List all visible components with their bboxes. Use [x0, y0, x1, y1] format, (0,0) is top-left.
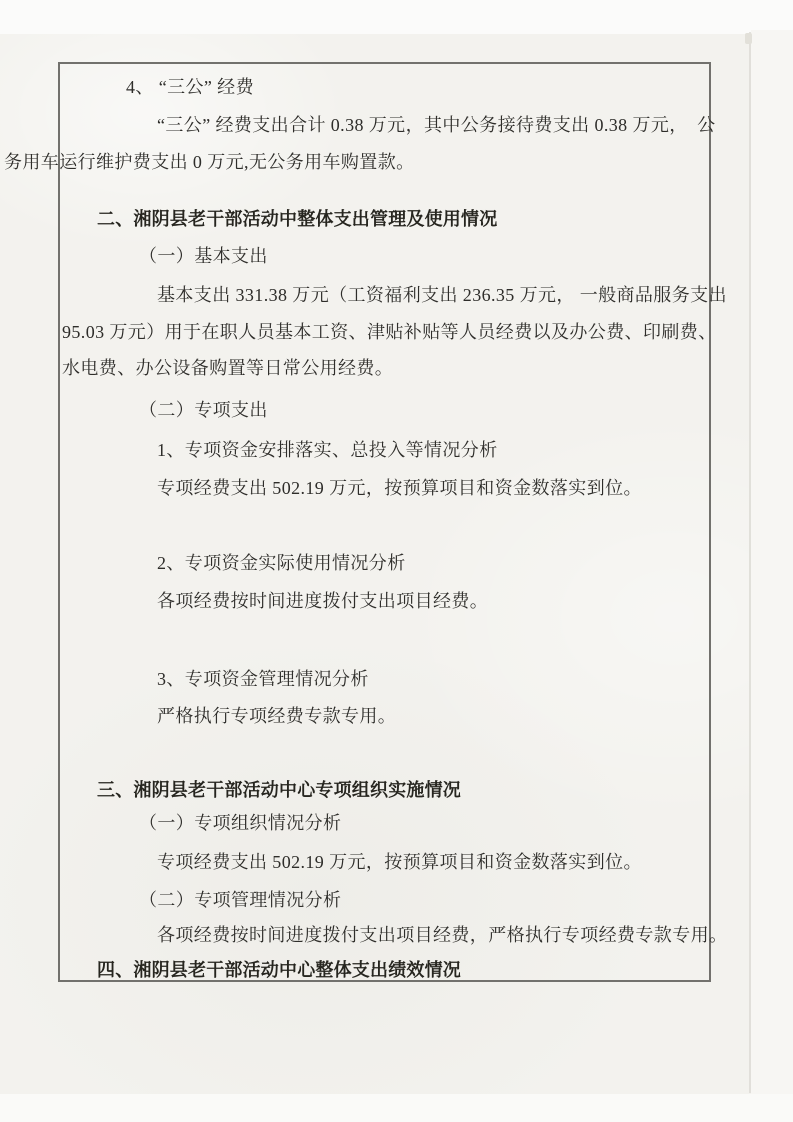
scan-edge-shadow	[749, 32, 751, 1093]
special-item-2-title: 2、专项资金实际使用情况分析	[157, 553, 406, 573]
sangong-paragraph-line-2: 务用车运行维护费支出 0 万元,无公务用车购置款。	[4, 152, 415, 172]
special-item-3-text: 严格执行专项经费专款专用。	[157, 706, 397, 726]
basic-expenditure-line-2: 95.03 万元）用于在职人员基本工资、津贴补贴等人员经费以及办公费、印刷费、	[62, 322, 717, 342]
special-item-3-title: 3、专项资金管理情况分析	[157, 669, 369, 689]
mgmt-analysis-text: 各项经费按时间进度拨付支出项目经费，严格执行专项经费专款专用。	[157, 925, 728, 945]
page-right-margin	[751, 30, 793, 1094]
page-top-margin	[0, 0, 793, 34]
section-3-heading: 三、湘阴县老干部活动中心专项组织实施情况	[97, 780, 461, 800]
sub-2-special-expenditure-heading: （二）专项支出	[139, 400, 268, 420]
section-4-heading: 四、湘阴县老干部活动中心整体支出绩效情况	[97, 960, 461, 980]
section-2-heading: 二、湘阴县老干部活动中整体支出管理及使用情况	[97, 209, 498, 229]
special-item-2-text: 各项经费按时间进度拨付支出项目经费。	[157, 591, 489, 611]
page-bottom-margin	[0, 1094, 793, 1122]
sub-1-org-analysis-heading: （一）专项组织情况分析	[139, 813, 342, 833]
sub-1-basic-expenditure-heading: （一）基本支出	[139, 246, 268, 266]
content-cell-border	[58, 62, 711, 982]
sangong-paragraph-line-1: “三公” 经费支出合计 0.38 万元，其中公务接待费支出 0.38 万元， 公	[157, 115, 716, 135]
org-analysis-text: 专项经费支出 502.19 万元，按预算项目和资金数落实到位。	[157, 852, 642, 872]
basic-expenditure-line-3: 水电费、办公设备购置等日常公用经费。	[62, 358, 394, 378]
scan-artifact-speck	[745, 33, 752, 44]
basic-expenditure-line-1: 基本支出 331.38 万元（工资福利支出 236.35 万元， 一般商品服务支出	[157, 285, 727, 305]
special-item-1-title: 1、专项资金安排落实、总投入等情况分析	[157, 440, 498, 460]
special-item-1-text: 专项经费支出 502.19 万元，按预算项目和资金数落实到位。	[157, 478, 642, 498]
item-4-sangong-title: 4、 “三公” 经费	[126, 77, 254, 97]
sub-2-mgmt-analysis-heading: （二）专项管理情况分析	[139, 890, 342, 910]
